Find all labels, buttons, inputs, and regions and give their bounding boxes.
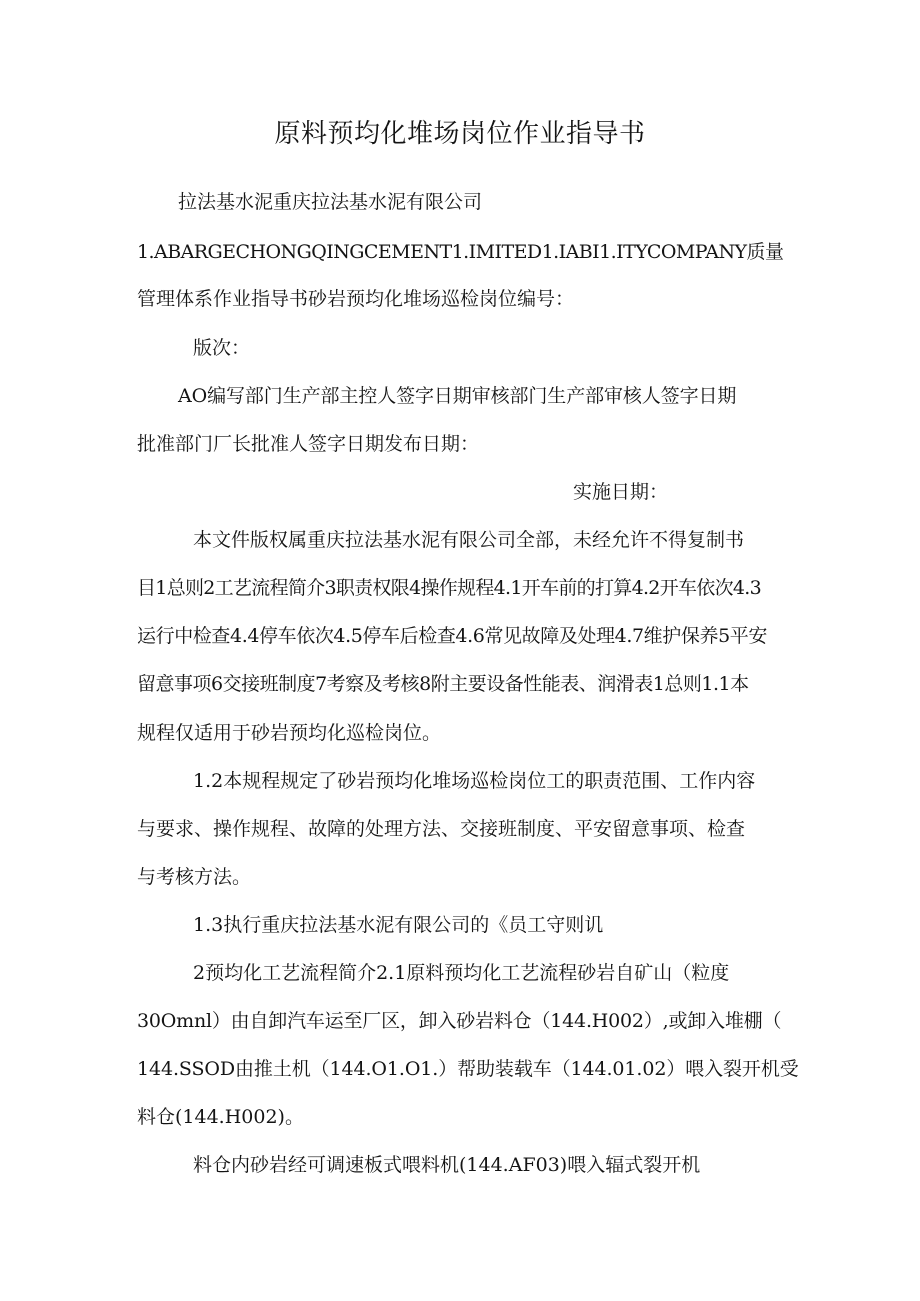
section-1-2-line-2: 与要求、操作规程、故障的处理方法、交接班制度、平安留意事项、检查 [137,818,746,840]
contents-line-3: 留意事项6交接班制度7考察及考核8附主要设备性能表、润滑表1总则1.1本 [137,673,749,695]
copyright-line: 本文件版权属重庆拉法基水泥有限公司全部，未经允许不得复制书 [193,529,745,551]
implementation-date-line: 实施日期： [573,481,669,503]
section-2-line-1: 2预均化工艺流程简介2.1原料预均化工艺流程砂岩自矿山（粒度 [193,962,730,984]
section-2-line-3: 144.SSOD由推土机（144.O1.O1.）帮助装载车（144.01.02）喂入裂开机受 [137,1058,799,1080]
doc-type-line: 管理体系作业指导书砂岩预均化堆场巡检岗位编号： [137,288,575,310]
company-english-line: 1.ABARGECHONGQINGCEMENT1.IMITED1.IABI1.ITYCOMPANY质量 [137,241,784,263]
section-2-line-2: 30Omnl）由自卸汽车运至厂区，卸入砂岩料仓（144.H002）,或卸入堆棚（ [137,1010,782,1032]
approval-line-1: AO编写部门生产部主控人签字日期审核部门生产部审核人签字日期 [178,385,737,407]
section-1-3-line: 1.3执行重庆拉法基水泥有限公司的《员工守则讥 [193,914,604,936]
section-2-line-4: 料仓(144.H002)。 [137,1106,304,1128]
document-title: 原料预均化堆场岗位作业指导书 [274,119,646,149]
contents-line-4: 规程仅适用于砂岩预均化巡检岗位。 [137,722,442,744]
contents-line-1: 目1总则2工艺流程简介3职责权限4操作规程4.1开车前的打算4.2开车依次4.3 [137,577,762,599]
edition-line: 版次： [193,337,251,359]
section-2-line-5: 料仓内砂岩经可调速板式喂料机(144.AF03)喂入辐式裂开机 [193,1154,701,1176]
section-1-2-line-1: 1.2本规程规定了砂岩预均化堆场巡检岗位工的职责范围、工作内容 [193,770,756,792]
section-1-2-line-3: 与考核方法。 [137,866,252,888]
contents-line-2: 运行中检查4.4停车依次4.5停车后检查4.6常见故障及处理4.7维护保养5平安 [137,625,767,647]
company-name-line: 拉法基水泥重庆拉法基水泥有限公司 [178,191,483,213]
approval-line-2: 批准部门厂长批准人签字日期发布日期： [137,433,480,455]
